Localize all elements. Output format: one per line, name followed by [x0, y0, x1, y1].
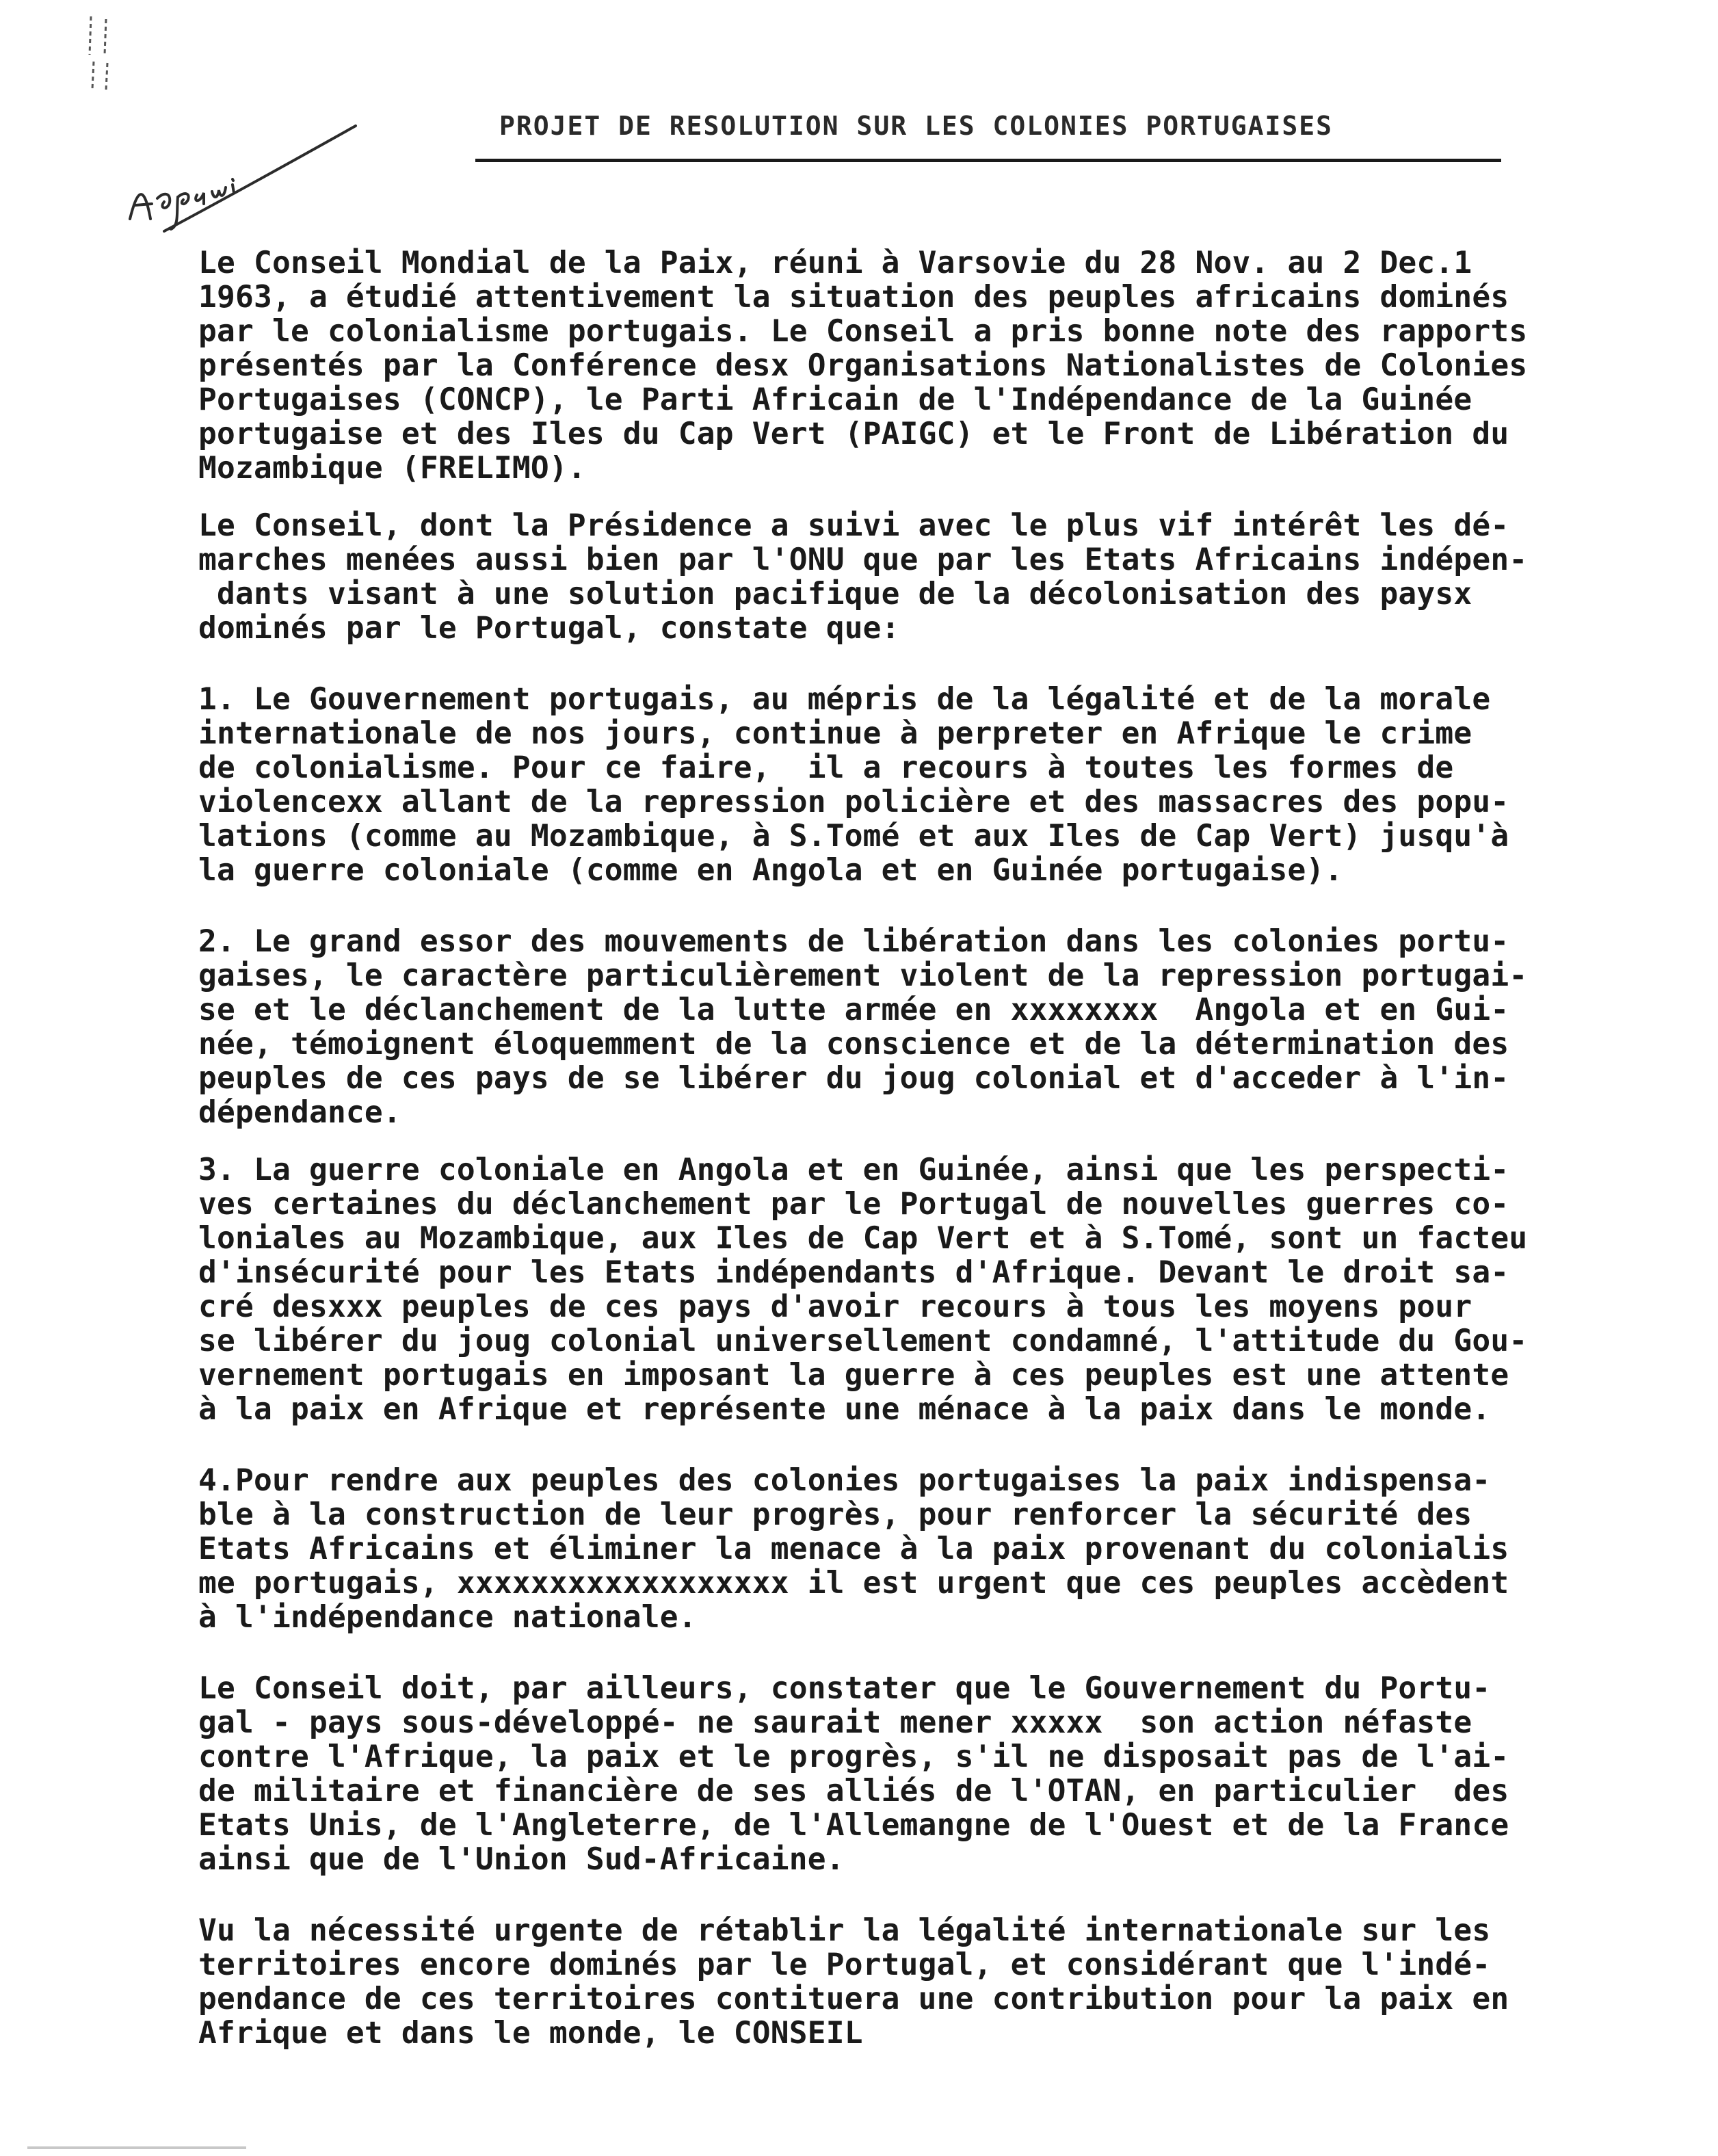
- text-line: ves certaines du déclanchement par le Portugal de nouvelles guerres co-: [198, 1187, 1509, 1222]
- text-line: née, témoignent éloquemment de la conscience et de la détermination des: [198, 1027, 1509, 1062]
- paragraph-point-1: [198, 683, 1648, 888]
- text-line: à l'indépendance nationale.: [198, 1600, 697, 1635]
- text-line: Mozambique (FRELIMO).: [198, 451, 586, 486]
- text-line: Afrique et dans le monde, le CONSEIL: [198, 2016, 863, 2051]
- text-line: Le Conseil doit, par ailleurs, constater que le Gouvernement du Portu-: [198, 1671, 1491, 1706]
- scan-edge-artifact: [27, 2146, 246, 2149]
- paragraph-otan: [198, 1672, 1648, 1877]
- text-line: cré desxxx peuples de ces pays d'avoir recours à tous les moyens pour: [198, 1289, 1472, 1324]
- text-line: Le Conseil, dont la Présidence a suivi avec le plus vif intérêt les dé-: [198, 508, 1509, 543]
- text-line: gaises, le caractère particulièrement violent de la repression portugai-: [198, 958, 1528, 993]
- text-line: 1. Le Gouvernement portugais, au mépris de la légalité et de la morale: [198, 682, 1491, 717]
- text-line: de colonialisme. Pour ce faire, il a recours à toutes les formes de: [198, 750, 1454, 785]
- paragraph-point-2: [198, 925, 1648, 1130]
- text-line: Etats Africains et éliminer la menace à la paix provenant du colonialis: [198, 1531, 1509, 1566]
- handwritten-annotation: [116, 116, 362, 233]
- text-line: pendance de ces territoires contituera une contribution pour la paix en: [198, 1982, 1509, 2016]
- paragraph-conclusion: [198, 1914, 1648, 2051]
- text-line: dants visant à une solution pacifique de la décolonisation des paysx: [198, 577, 1472, 612]
- paragraph-point-3: [198, 1153, 1648, 1427]
- text-line: me portugais, xxxxxxxxxxxxxxxxxx il est urgent que ces peuples accèdent: [198, 1566, 1509, 1601]
- text-line: gal - pays sous-développé- ne saurait mener xxxxx son action néfaste: [198, 1705, 1472, 1740]
- paragraph-constate: [198, 509, 1648, 646]
- text-line: peuples de ces pays de se libérer du joug colonial et d'acceder à l'in-: [198, 1061, 1509, 1096]
- text-line: se libérer du joug colonial universellement condamné, l'attitude du Gou-: [198, 1324, 1528, 1358]
- text-line: à la paix en Afrique et représente une ménace à la paix dans le monde.: [198, 1392, 1491, 1427]
- text-line: vernement portugais en imposant la guerre à ces peuples est une attente: [198, 1358, 1509, 1393]
- text-line: ble à la construction de leur progrès, pour renforcer la sécurité des: [198, 1497, 1472, 1532]
- document-body: [198, 246, 1648, 2074]
- text-line: se et le déclanchement de la lutte armée en xxxxxxxx Angola et en Gui-: [198, 992, 1509, 1027]
- text-line: dépendance.: [198, 1095, 401, 1130]
- text-line: par le colonialisme portugais. Le Conseil a pris bonne note des rapports: [198, 314, 1528, 349]
- text-line: portugaise et des Iles du Cap Vert (PAIGC) et le Front de Libération du: [198, 417, 1509, 451]
- document-title: PROJET DE RESOLUTION SUR LES COLONIES PORTUGAISES: [499, 111, 1334, 141]
- text-line: internationale de nos jours, continue à perpreter en Afrique le crime: [198, 716, 1472, 751]
- text-line: loniales au Mozambique, aux Iles de Cap Vert et à S.Tomé, sont un facteu: [198, 1221, 1528, 1256]
- margin-marks-icon: [79, 14, 120, 96]
- text-line: de militaire et financière de ses alliés de l'OTAN, en particulier des: [198, 1774, 1509, 1809]
- text-line: Le Conseil Mondial de la Paix, réuni à Varsovie du 28 Nov. au 2 Dec.1: [198, 246, 1472, 280]
- paragraph-point-4: [198, 1464, 1648, 1635]
- title-underline: [475, 159, 1501, 162]
- text-line: lations (comme au Mozambique, à S.Tomé et aux Iles de Cap Vert) jusqu'à: [198, 819, 1509, 854]
- text-line: marches menées aussi bien par l'ONU que par les Etats Africains indépen-: [198, 542, 1528, 577]
- text-line: la guerre coloniale (comme en Angola et en Guinée portugaise).: [198, 853, 1343, 888]
- paragraph-intro: [198, 246, 1648, 486]
- text-line: territoires encore dominés par le Portugal, et considérant que l'indé-: [198, 1947, 1491, 1982]
- text-line: violencexx allant de la repression policière et des massacres des popu-: [198, 785, 1509, 819]
- text-line: 3. La guerre coloniale en Angola et en Guinée, ainsi que les perspecti-: [198, 1153, 1509, 1187]
- text-line: d'insécurité pour les Etats indépendants d'Afrique. Devant le droit sa-: [198, 1255, 1509, 1290]
- text-line: présentés par la Conférence desx Organisations Nationalistes de Colonies: [198, 348, 1528, 383]
- text-line: ainsi que de l'Union Sud-Africaine.: [198, 1842, 845, 1877]
- text-line: Etats Unis, de l'Angleterre, de l'Allemangne de l'Ouest et de la France: [198, 1808, 1509, 1843]
- text-line: 1963, a étudié attentivement la situation des peuples africains dominés: [198, 280, 1509, 315]
- text-line: Vu la nécessité urgente de rétablir la légalité internationale sur les: [198, 1913, 1491, 1948]
- text-line: Portugaises (CONCP), le Parti Africain de l'Indépendance de la Guinée: [198, 382, 1472, 417]
- text-line: dominés par le Portugal, constate que:: [198, 611, 900, 646]
- text-line: 4.Pour rendre aux peuples des colonies portugaises la paix indispensa-: [198, 1463, 1491, 1498]
- text-line: contre l'Afrique, la paix et le progrès, s'il ne disposait pas de l'ai-: [198, 1739, 1509, 1774]
- text-line: 2. Le grand essor des mouvements de libération dans les colonies portu-: [198, 924, 1509, 959]
